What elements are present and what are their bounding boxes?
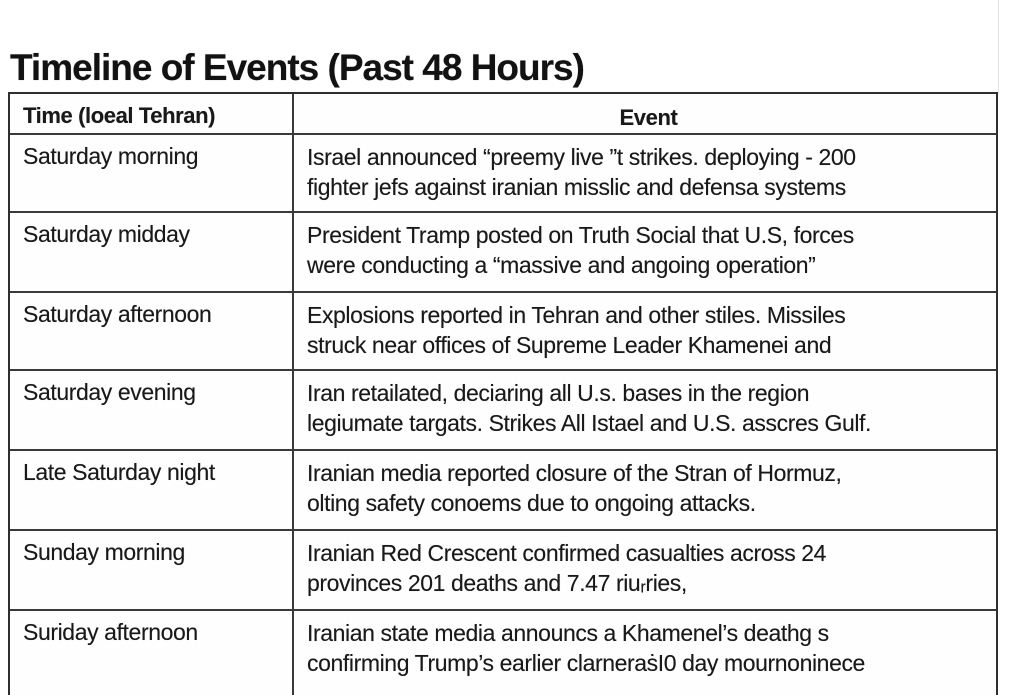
event-line: Iranian Red Crescent confirmed casualties across 24 — [307, 540, 827, 566]
event-line: Iranian state media announcs a Khamenel’s deathg s — [307, 620, 829, 646]
event-line: Explosions reported in Tehran and other stiles. Missiles — [307, 302, 846, 328]
header-event-column: Event — [619, 105, 678, 130]
table-row — [10, 371, 996, 451]
event-line: struck near offices of Supreme Leader Khamenei and — [307, 332, 832, 358]
event-line: Iran retailated, deciaring all U.s. bases in the region — [307, 380, 810, 406]
table-row — [10, 293, 996, 371]
event-cell — [294, 135, 996, 211]
page-title: Timeline of Events (Past 48 Hours) — [10, 46, 584, 88]
table-row — [10, 451, 996, 531]
event-cell — [294, 293, 996, 369]
event-line: confirming Trump’s earlier clarneraṡI0 day mournoninece — [307, 650, 865, 676]
time-cell: Saturday evening — [10, 371, 294, 449]
table-row — [10, 213, 996, 293]
table-row — [10, 531, 996, 611]
time-cell: Saturday afternoon — [10, 293, 294, 369]
event-line: legiumate targats. Strikes All Istael and U.S. asscres Gulf. — [307, 410, 872, 436]
time-cell: Late Saturday night — [10, 451, 294, 529]
time-cell: Saturday midday — [10, 213, 294, 291]
table-row — [10, 135, 996, 213]
page-edge-line — [998, 0, 999, 94]
header-time-column: Time (loeal Tehran) — [10, 94, 294, 133]
table-header-row — [10, 94, 996, 135]
event-line: were conducting a “massive and angoing operation” — [307, 252, 816, 278]
event-line: President Tramp posted on Truth Social that U.S, forces — [307, 222, 854, 248]
event-cell — [294, 371, 996, 449]
event-cell — [294, 451, 996, 529]
time-cell: Suriday afternoon — [10, 611, 294, 695]
time-cell: Saturday morning — [10, 135, 294, 211]
event-line: Iranian media reported closure of the Stran of Hormuz, — [307, 460, 842, 486]
event-cell — [294, 213, 996, 291]
event-line: fighter jefs against iranian misslic and defensa systems — [307, 174, 846, 200]
event-cell — [294, 531, 996, 609]
event-line: olting safety conoems due to ongoing attacks. — [307, 490, 756, 516]
table-row — [10, 611, 996, 695]
event-line: provinces 201 deaths and 7.47 riuᵣries, — [307, 570, 687, 596]
event-cell — [294, 611, 996, 695]
event-line: Israel announced “preemy live ”t strikes. deploying - 200 — [307, 144, 856, 170]
timeline-table — [8, 92, 998, 695]
time-cell: Sunday morning — [10, 531, 294, 609]
